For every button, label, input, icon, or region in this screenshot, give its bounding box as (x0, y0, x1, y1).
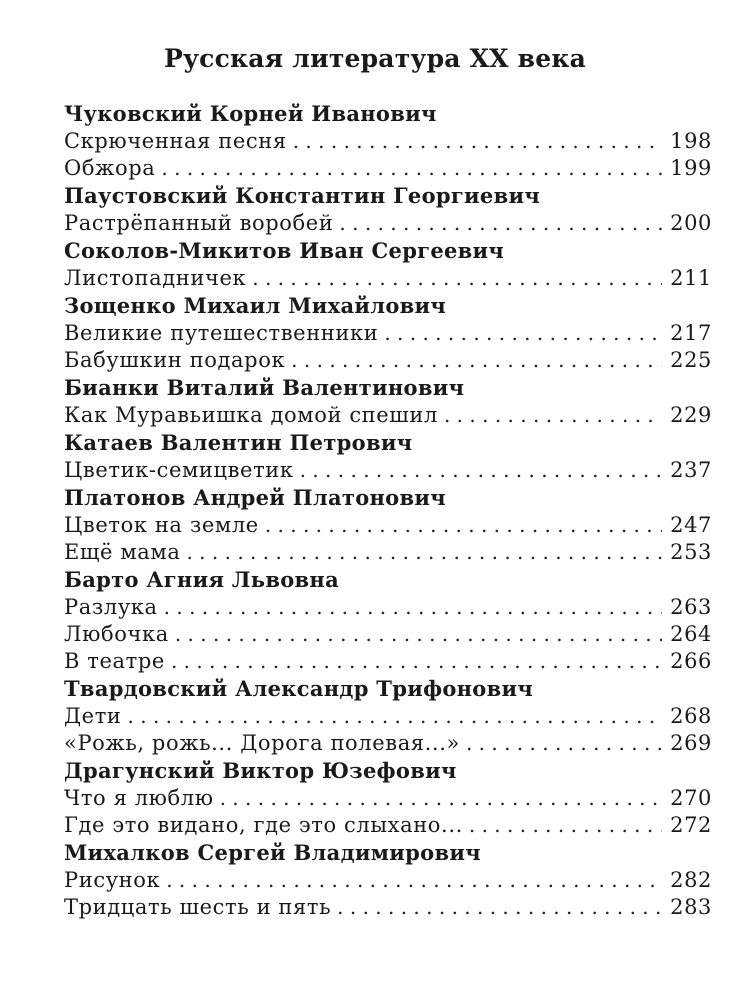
toc-entry[interactable] (64, 812, 712, 839)
toc-entry[interactable] (64, 594, 712, 621)
dot-leader (291, 347, 662, 374)
dot-leader (128, 703, 662, 730)
dot-leader (265, 512, 662, 539)
work-title: Цветик-семицветик (64, 458, 294, 482)
dot-leader (166, 867, 662, 894)
dot-leader (384, 320, 662, 347)
dot-leader (161, 155, 662, 182)
toc-entry[interactable] (64, 648, 712, 675)
dot-leader (444, 402, 662, 429)
author-name: Твардовский Александр Трифонович (64, 676, 534, 701)
toc-entry[interactable] (64, 320, 712, 347)
work-title: В театре (64, 649, 165, 673)
work-title: Обжора (64, 156, 156, 180)
page-number: 272 (670, 813, 712, 837)
author-name: Бианки Виталий Валентинович (64, 375, 465, 400)
page-number: 247 (670, 513, 712, 537)
work-title: Ещё мама (64, 540, 181, 564)
page-number: 225 (670, 348, 712, 372)
author-name: Зощенко Михаил Михайлович (64, 293, 447, 318)
section-heading: Русская литература XX века (163, 44, 587, 73)
toc-entry[interactable] (64, 894, 712, 921)
work-title: Любочка (64, 622, 169, 646)
dot-leader (175, 621, 662, 648)
dot-leader (466, 730, 662, 757)
toc-entry[interactable] (64, 539, 712, 566)
work-title: Дети (64, 704, 122, 728)
page-number: 198 (670, 129, 712, 153)
dot-leader (293, 128, 662, 155)
toc-entry[interactable] (64, 621, 712, 648)
toc-entry[interactable] (64, 128, 712, 155)
work-title: Разлука (64, 595, 158, 619)
dot-leader (339, 210, 662, 237)
dot-leader (300, 457, 662, 484)
dot-leader (164, 594, 662, 621)
toc-entry[interactable] (64, 402, 712, 429)
page-number: 237 (670, 458, 712, 482)
work-title: Где это видано, где это слыхано... (64, 813, 463, 837)
dot-leader (337, 894, 662, 921)
page-number: 229 (670, 403, 712, 427)
page-number: 268 (670, 704, 712, 728)
dot-leader (220, 785, 662, 812)
author-name: Драгунский Виктор Юзефович (64, 758, 457, 783)
toc-entry[interactable] (64, 347, 712, 374)
toc-entry[interactable] (64, 155, 712, 182)
toc-entry[interactable] (64, 703, 712, 730)
toc-entry[interactable] (64, 210, 712, 237)
page-number: 282 (670, 868, 712, 892)
page-number: 199 (670, 156, 712, 180)
author-name: Платонов Андрей Платонович (64, 485, 446, 510)
toc-entry[interactable] (64, 512, 712, 539)
work-title: Как Муравьишка домой спешил (64, 403, 438, 427)
page-number: 263 (670, 595, 712, 619)
page-number: 200 (670, 211, 712, 235)
page-number: 283 (670, 895, 712, 919)
work-title: Что я люблю (64, 786, 214, 810)
author-name: Соколов-Микитов Иван Сергеевич (64, 238, 505, 263)
work-title: Рисунок (64, 868, 161, 892)
page-number: 217 (670, 321, 712, 345)
work-title: Скрюченная песня (64, 129, 287, 153)
table-of-contents (64, 100, 712, 921)
dot-leader (171, 648, 662, 675)
page-number: 264 (670, 622, 712, 646)
author-name: Барто Агния Львовна (64, 567, 339, 592)
toc-entry[interactable] (64, 730, 712, 757)
work-title: Тридцать шесть и пять (64, 895, 332, 919)
work-title: Бабушкин подарок (64, 348, 286, 372)
author-name: Чуковский Корней Иванович (64, 101, 437, 126)
page-number: 270 (670, 786, 712, 810)
toc-entry[interactable] (64, 785, 712, 812)
work-title: Растрёпанный воробей (64, 211, 334, 235)
page-number: 211 (670, 266, 712, 290)
work-title: Листопадничек (64, 266, 247, 290)
toc-entry[interactable] (64, 867, 712, 894)
author-name: Михалков Сергей Владимирович (64, 840, 481, 865)
toc-entry[interactable] (64, 457, 712, 484)
work-title: Великие путешественники (64, 321, 379, 345)
work-title: «Рожь, рожь... Дорога полевая...» (64, 731, 460, 755)
author-name: Катаев Валентин Петрович (64, 430, 413, 455)
dot-leader (469, 812, 662, 839)
page-number: 269 (670, 731, 712, 755)
dot-leader (186, 539, 662, 566)
page-number: 266 (670, 649, 712, 673)
page-number: 253 (670, 540, 712, 564)
dot-leader (252, 265, 662, 292)
work-title: Цветок на земле (64, 513, 259, 537)
toc-entry[interactable] (64, 265, 712, 292)
author-name: Паустовский Константин Георгиевич (64, 183, 541, 208)
